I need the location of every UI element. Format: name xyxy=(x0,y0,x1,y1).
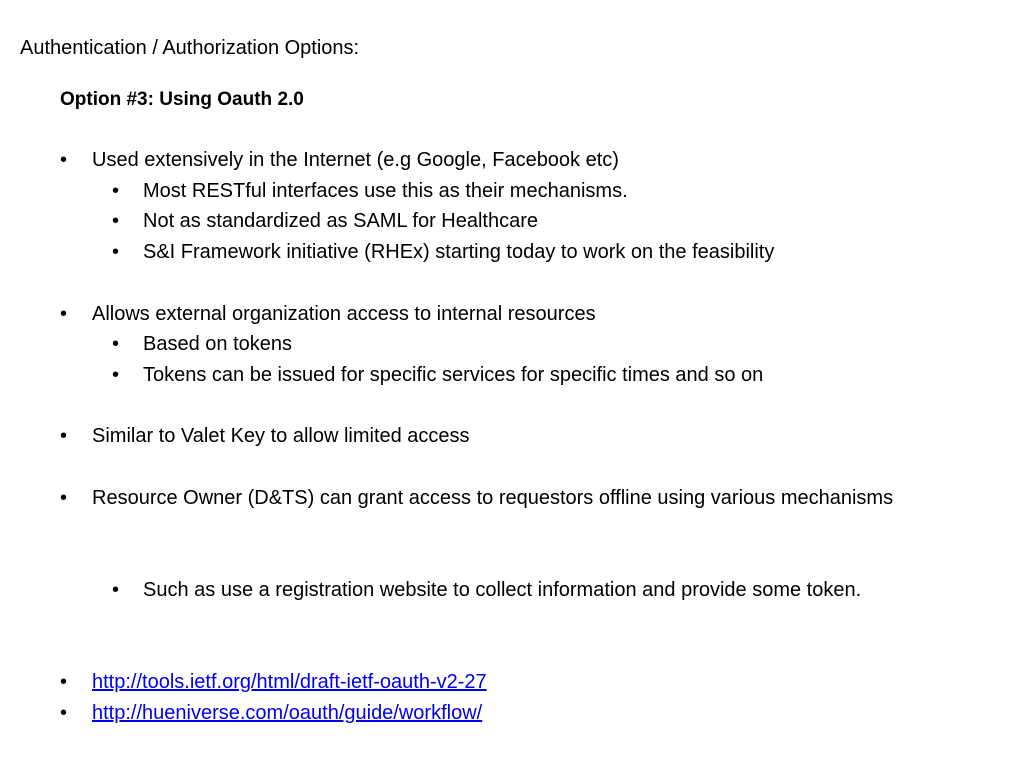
sub-bullet-item xyxy=(112,206,912,237)
link-item xyxy=(60,698,900,729)
bullet-icon: • xyxy=(60,702,68,724)
sub-bullet-item xyxy=(112,329,912,360)
bullet-text: Similar to Valet Key to allow limited access xyxy=(92,425,470,447)
bullet-icon: • xyxy=(112,180,120,202)
slide-subtitle: Option #3: Using Oauth 2.0 xyxy=(60,89,304,110)
sub-bullet-item xyxy=(112,176,912,207)
bullet-icon: • xyxy=(112,241,120,263)
bullet-item xyxy=(60,145,900,176)
sub-bullet-text: Based on tokens xyxy=(143,333,292,355)
bullet-icon: • xyxy=(60,671,68,693)
bullet-icon: • xyxy=(112,333,120,355)
sub-bullet-text: Such as use a registration website to collect information and provide some token. xyxy=(143,579,862,601)
sub-bullet-item xyxy=(112,575,912,606)
bullet-icon: • xyxy=(112,364,120,386)
sub-bullet-text: S&I Framework initiative (RHEx) starting today to work on the feasibility xyxy=(143,241,775,263)
bullet-icon: • xyxy=(60,149,68,171)
bullet-icon: • xyxy=(60,487,68,509)
bullet-icon: • xyxy=(60,303,68,325)
ietf-oauth-link[interactable]: http://tools.ietf.org/html/draft-ietf-oauth-v2-27 xyxy=(92,671,487,693)
bullet-icon: • xyxy=(60,425,68,447)
slide-title: Authentication / Authorization Options: xyxy=(20,37,360,59)
sub-bullet-text: Not as standardized as SAML for Healthcare xyxy=(143,210,539,232)
bullet-item xyxy=(60,421,900,452)
bullet-item xyxy=(60,299,900,330)
bullet-item xyxy=(60,483,900,514)
sub-bullet-item xyxy=(112,360,912,391)
bullet-text: Allows external organization access to internal resources xyxy=(92,303,596,325)
bullet-text: Resource Owner (D&TS) can grant access to requestors offline using various mechanisms xyxy=(92,487,894,509)
sub-bullet-text: Most RESTful interfaces use this as their mechanisms. xyxy=(143,180,628,202)
bullet-icon: • xyxy=(112,579,120,601)
bullet-text: Used extensively in the Internet (e.g Google, Facebook etc) xyxy=(92,149,619,171)
hueniverse-oauth-link[interactable]: http://hueniverse.com/oauth/guide/workflow/ xyxy=(92,702,483,724)
link-item xyxy=(60,667,900,698)
sub-bullet-item xyxy=(112,237,912,268)
sub-bullet-text: Tokens can be issued for specific services for specific times and so on xyxy=(143,364,764,386)
bullet-icon: • xyxy=(112,210,120,232)
